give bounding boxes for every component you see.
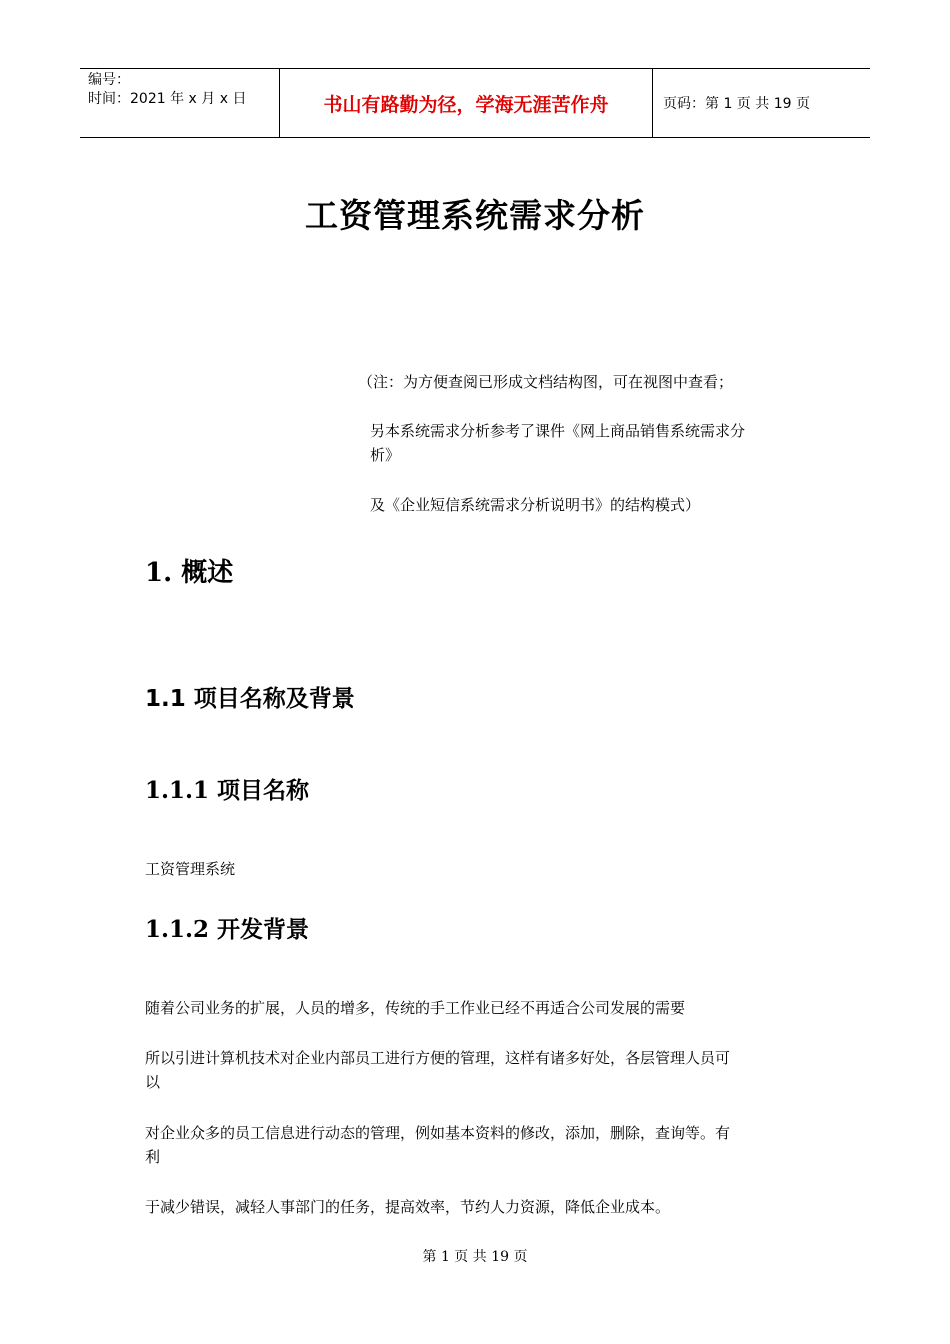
page-footer: 第 1 页 共 19 页: [422, 1249, 528, 1265]
paragraph-2a: 所以引进计算机技术对企业内部员工进行方便的管理，这样有诸多好处，各层管理人员可: [145, 1049, 731, 1067]
note-line-1: （注：为方便查阅已形成文档结构图，可在视图中查看；: [358, 373, 734, 391]
note-line-2: 另本系统需求分析参考了课件《网上商品销售系统需求分: [370, 422, 746, 440]
document-title: 工资管理系统需求分析: [305, 196, 645, 235]
paragraph-3a: 对企业众多的员工信息进行动态的管理，例如基本资料的修改，添加，删除，查询等。有: [145, 1124, 731, 1142]
heading-project-name-background: 1.1 项目名称及背景: [145, 686, 355, 712]
paragraph-1: 随着公司业务的扩展，人员的增多，传统的手工作业已经不再适合公司发展的需要: [145, 999, 686, 1017]
note-line-3: 析》: [370, 446, 401, 464]
heading-dev-background: 1.1.2 开发背景: [145, 916, 310, 943]
header-date: 时间：2021 年 x 月 x 日: [88, 91, 247, 107]
heading-project-name: 1.1.1 项目名称: [145, 777, 310, 804]
note-line-4: 及《企业短信系统需求分析说明书》的结构模式）: [370, 496, 701, 514]
paragraph-3b: 利: [145, 1148, 161, 1166]
project-name-text: 工资管理系统: [145, 860, 236, 878]
header-page-info: 页码：第 1 页 共 19 页: [663, 96, 810, 112]
heading-overview: 1. 概述: [145, 558, 234, 588]
paragraph-2b: 以: [145, 1073, 161, 1091]
header-motto: 书山有路勤为径，学海无涯苦作舟: [280, 69, 653, 137]
page-header: [80, 68, 870, 138]
header-meta: [80, 69, 280, 137]
header-number: 编号：: [88, 72, 130, 88]
paragraph-4: 于减少错误，减轻人事部门的任务，提高效率，节约人力资源，降低企业成本。: [145, 1198, 671, 1216]
